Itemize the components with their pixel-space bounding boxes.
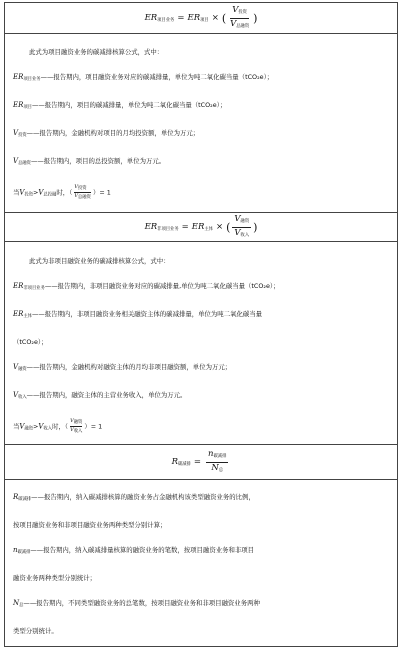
formula-project-business: $ER_{项目业务}$ = $ER_{项目}$ × ( $\frac{V_{投资}}{V_{总融资}}$ ) [5,2,397,34]
definition-row-continued: 类型分别统计。 [13,627,58,635]
section-project-definitions [5,34,397,212]
formula-symbol: ER [144,13,158,23]
definition-row: $ER_{主体}——$报告期内，非项目融资业务相关融资主体的碳减排量，单位为吨二氧化碳当量 [13,310,263,319]
definition-row: $n_{碳减排}——$报告期内，纳入碳减排量核算的融资业务的笔数，按项目融资业务和非项目 [13,546,255,555]
definition-row: $R_{碳减排}——$报告期内，纳入碳减排核算的融资业务占金融机构该类型融资业务的比例， [13,493,255,502]
document-page [4,2,398,647]
definition-row: $V_{总融资}——$报告期内，项目的总投资额，单位为万元。 [13,157,166,166]
condition-fraction: $\frac{\text{V投资}}{\text{V总融资}}$ [74,184,91,200]
definition-row-continued: （tCO₂e）； [13,338,48,346]
definition-row-continued: 按项目融资业务和非项目融资业务两种类型分别计算； [13,521,167,529]
formula-fraction: $\frac{n_{碳减排}}{N_总}$ [208,448,227,473]
definition-row: $V_{融资}——$报告期内，金融机构对融资主体的月均非项目融资额，单位为万元； [13,363,232,372]
condition-fraction: $\frac{\text{V融资}}{\text{V收入}}$ [70,418,83,434]
definition-row-continued: 融资业务两种类型分别统计； [13,574,97,582]
definition-row: $ER_{非项目业务}——$报告期内，非项目融资业务对应的碳减排量,单位为吨二氧化碳当量（tCO₂e）； [13,282,280,291]
section-ratio-definitions [5,480,397,646]
formula-fraction: $\frac{V_{融资}}{V_{收入}}$ [234,213,250,238]
definition-row: $N_总——$报告期内，不同类型融资业务的总笔数，按项目融资业务和非项目融资业务两种 [13,599,260,608]
condition-row: 当$V_{融资}>V_{收入}$时，（ $\frac{\text{V融资}}{\text{V收入}}$ ）= 1 [13,418,103,434]
section-intro: 此式为非项目融资业务的碳减排核算公式，式中： [29,257,170,265]
definition-row: $ER_{项目}——$报告期内，项目的碳减排量，单位为吨二氧化碳当量（tCO₂e）； [13,101,227,110]
definition-row: $V_{投资}——$报告期内，金融机构对项目的月均投资额，单位为万元； [13,129,200,138]
definition-row: $ER_{项目业务}——$报告期内，项目融资业务对应的碳减排量，单位为吨二氧化碳当量（tCO₂e）； [13,73,274,82]
formula-non-project-business: $ER_{非项目业务}$ = $ER_{主体}$ × ( $\frac{V_{融资}}{V_{收入}}$ ) [5,212,397,242]
formula-fraction: $\frac{V_{投资}}{V_{总融资}}$ [230,4,250,29]
definition-row: $V_{收入}——$报告期内，融资主体的主营业务收入，单位为万元。 [13,391,187,400]
formula-ratio: $R_{碳减排}$ = $\frac{n_{碳减排}}{N_总}$ [5,444,397,480]
section-non-project-definitions [5,242,397,444]
section-intro: 此式为项目融资业务的碳减排核算公式，式中： [29,48,164,56]
condition-row: 当$V_{投资}>V_{总投融}$时，（ $\frac{\text{V投资}}{\text{V总融资}}$ ）= 1 [13,184,111,200]
